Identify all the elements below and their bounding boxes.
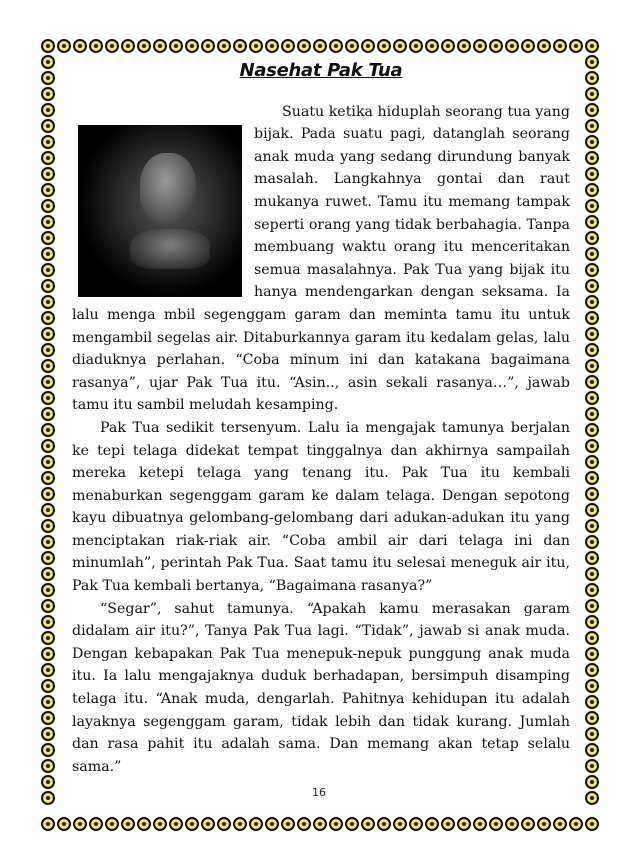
border-bead-icon: [169, 817, 183, 831]
border-bead-icon: [585, 423, 599, 437]
old-man-photo: [78, 125, 242, 297]
border-bead-icon: [377, 39, 391, 53]
border-bottom: [40, 816, 600, 832]
border-bead-icon: [585, 599, 599, 613]
border-bead-icon: [185, 817, 199, 831]
border-bead-icon: [585, 343, 599, 357]
border-bead-icon: [585, 199, 599, 213]
border-bead-icon: [489, 39, 503, 53]
border-bead-icon: [585, 135, 599, 149]
border-bead-icon: [41, 39, 55, 53]
border-bead-icon: [297, 817, 311, 831]
border-bead-icon: [569, 39, 583, 53]
border-bead-icon: [585, 247, 599, 261]
border-bead-icon: [41, 503, 55, 517]
border-bead-icon: [201, 817, 215, 831]
border-bead-icon: [585, 535, 599, 549]
border-bead-icon: [409, 817, 423, 831]
border-bead-icon: [585, 295, 599, 309]
border-bead-icon: [585, 759, 599, 773]
border-bead-icon: [585, 407, 599, 421]
page-number: 16: [312, 786, 326, 799]
border-bead-icon: [89, 39, 103, 53]
border-bead-icon: [505, 817, 519, 831]
border-bead-icon: [57, 817, 71, 831]
border-bead-icon: [281, 39, 295, 53]
border-bead-icon: [233, 39, 247, 53]
border-bead-icon: [425, 39, 439, 53]
border-bead-icon: [585, 583, 599, 597]
border-bead-icon: [585, 375, 599, 389]
border-bead-icon: [585, 263, 599, 277]
border-bead-icon: [457, 39, 471, 53]
border-bead-icon: [297, 39, 311, 53]
border-bead-icon: [41, 359, 55, 373]
border-bead-icon: [41, 119, 55, 133]
border-bead-icon: [41, 455, 55, 469]
border-bead-icon: [489, 817, 503, 831]
border-bead-icon: [89, 817, 103, 831]
border-bead-icon: [41, 391, 55, 405]
border-bead-icon: [201, 39, 215, 53]
border-bead-icon: [137, 39, 151, 53]
border-bead-icon: [361, 817, 375, 831]
border-bead-icon: [121, 39, 135, 53]
border-bead-icon: [585, 167, 599, 181]
border-bead-icon: [41, 199, 55, 213]
border-bead-icon: [41, 471, 55, 485]
border-bead-icon: [553, 817, 567, 831]
border-bead-icon: [41, 711, 55, 725]
border-bead-icon: [41, 151, 55, 165]
border-bead-icon: [41, 87, 55, 101]
border-bead-icon: [41, 135, 55, 149]
page-title: Nasehat Pak Tua: [239, 60, 403, 81]
border-bead-icon: [441, 817, 455, 831]
border-bead-icon: [585, 647, 599, 661]
border-bead-icon: [585, 551, 599, 565]
border-top: [40, 38, 600, 54]
border-bead-icon: [41, 679, 55, 693]
border-bead-icon: [41, 311, 55, 325]
border-bead-icon: [585, 711, 599, 725]
border-bead-icon: [585, 817, 599, 831]
border-bead-icon: [585, 519, 599, 533]
border-bead-icon: [41, 817, 55, 831]
border-bead-icon: [41, 183, 55, 197]
border-bead-icon: [521, 39, 535, 53]
border-bead-icon: [585, 183, 599, 197]
border-bead-icon: [57, 39, 71, 53]
border-bead-icon: [585, 455, 599, 469]
paragraph-1: Suatu ketika hiduplah seorang tua yang bijak. Pada suatu pagi, datanglah seorang anak muda yang sedang dirundung banyak masalah. Langkahnya gontai dan raut mukanya ruwet. Tamu itu memang tampak seperti orang yang tidak berbahagia. Tanpa membuang waktu orang itu menceritakan semua masalahnya. Pak Tua yang bijak itu hanya mendengarkan dengan seksama. Ia lalu menga mbil segenggam garam dan meminta tamu itu untuk mengambil segelas air. Ditaburkannya garam itu kedalam gelas, lalu diaduknya perlahan. “Coba minum ini dan katakana bagaimana rasanya”, ujar Pak Tua itu. “Asin.., asin sekali rasanya…”, jawab tamu itu sambil meludah kesamping.: [72, 103, 570, 414]
border-bead-icon: [585, 231, 599, 245]
border-bead-icon: [409, 39, 423, 53]
border-bead-icon: [153, 817, 167, 831]
paragraph-3: “Segar”, sahut tamunya. “Apakah kamu merasakan garam didalam air itu?”, Tanya Pak Tua lagi. “Tidak”, jawab si anak muda. Dengan kebapakan Pak Tua menepuk-nepuk punggung anak muda itu. Ia lalu mengajaknya duduk berhadapan, bersimpuh disamping telaga itu. “Anak muda, dengarlah. Pahitnya kehidupan itu adalah layaknya segenggam garam, tidak lebih dan tidak kurang. Jumlah dan rasa pahit itu adalah sama. Dan memang akan tetap selalu sama.”: [72, 600, 570, 775]
photo-face: [140, 153, 196, 223]
border-bead-icon: [585, 311, 599, 325]
border-bead-icon: [41, 519, 55, 533]
border-bead-icon: [585, 567, 599, 581]
border-bead-icon: [41, 327, 55, 341]
border-bead-icon: [521, 817, 535, 831]
border-bead-icon: [41, 423, 55, 437]
border-bead-icon: [41, 487, 55, 501]
border-bead-icon: [249, 817, 263, 831]
border-bead-icon: [41, 295, 55, 309]
border-bead-icon: [105, 817, 119, 831]
border-bead-icon: [41, 631, 55, 645]
border-bead-icon: [41, 343, 55, 357]
border-bead-icon: [585, 679, 599, 693]
border-bead-icon: [41, 599, 55, 613]
border-bead-icon: [585, 743, 599, 757]
border-bead-icon: [153, 39, 167, 53]
border-bead-icon: [585, 55, 599, 69]
border-bead-icon: [393, 39, 407, 53]
border-bead-icon: [41, 215, 55, 229]
border-bead-icon: [41, 55, 55, 69]
border-bead-icon: [41, 663, 55, 677]
border-bead-icon: [425, 817, 439, 831]
border-bead-icon: [361, 39, 375, 53]
border-bead-icon: [41, 647, 55, 661]
border-bead-icon: [41, 727, 55, 741]
border-bead-icon: [585, 503, 599, 517]
border-bead-icon: [41, 103, 55, 117]
photo-hands: [130, 229, 210, 269]
border-bead-icon: [41, 743, 55, 757]
border-bead-icon: [265, 39, 279, 53]
border-bead-icon: [137, 817, 151, 831]
border-bead-icon: [41, 375, 55, 389]
border-bead-icon: [41, 167, 55, 181]
border-bead-icon: [585, 87, 599, 101]
border-bead-icon: [281, 817, 295, 831]
border-bead-icon: [41, 535, 55, 549]
border-bead-icon: [585, 39, 599, 53]
border-bead-icon: [41, 695, 55, 709]
border-bead-icon: [41, 759, 55, 773]
border-bead-icon: [121, 817, 135, 831]
border-bead-icon: [41, 247, 55, 261]
border-bead-icon: [41, 567, 55, 581]
border-bead-icon: [569, 817, 583, 831]
border-left: [40, 54, 56, 806]
border-bead-icon: [345, 39, 359, 53]
border-bead-icon: [329, 817, 343, 831]
border-bead-icon: [393, 817, 407, 831]
border-bead-icon: [169, 39, 183, 53]
border-bead-icon: [457, 817, 471, 831]
border-bead-icon: [537, 39, 551, 53]
border-bead-icon: [585, 119, 599, 133]
border-bead-icon: [473, 39, 487, 53]
border-bead-icon: [585, 71, 599, 85]
border-bead-icon: [441, 39, 455, 53]
border-bead-icon: [41, 263, 55, 277]
border-bead-icon: [249, 39, 263, 53]
border-bead-icon: [585, 215, 599, 229]
border-bead-icon: [585, 151, 599, 165]
border-bead-icon: [505, 39, 519, 53]
border-bead-icon: [585, 663, 599, 677]
border-bead-icon: [585, 487, 599, 501]
border-bead-icon: [41, 279, 55, 293]
border-bead-icon: [41, 615, 55, 629]
border-bead-icon: [41, 583, 55, 597]
border-bead-icon: [553, 39, 567, 53]
border-bead-icon: [585, 327, 599, 341]
border-bead-icon: [585, 391, 599, 405]
border-bead-icon: [73, 39, 87, 53]
border-bead-icon: [329, 39, 343, 53]
page-content: [72, 60, 570, 778]
border-bead-icon: [217, 39, 231, 53]
border-bead-icon: [41, 439, 55, 453]
border-bead-icon: [585, 471, 599, 485]
border-bead-icon: [585, 279, 599, 293]
border-bead-icon: [585, 103, 599, 117]
border-bead-icon: [585, 615, 599, 629]
border-bead-icon: [185, 39, 199, 53]
border-bead-icon: [41, 231, 55, 245]
border-bead-icon: [377, 817, 391, 831]
border-bead-icon: [233, 817, 247, 831]
border-bead-icon: [585, 359, 599, 373]
border-bead-icon: [105, 39, 119, 53]
border-bead-icon: [265, 817, 279, 831]
paragraph-2: Pak Tua sedikit tersenyum. Lalu ia mengajak tamunya berjalan ke tepi telaga didekat tempat tinggalnya dan akhirnya sampailah mereka ketepi telaga yang tenang itu. Pak Tua itu kembali menaburkan segenggam garam ke dalam telaga. Dengan sepotong kayu dibuatnya gelombang-gelombang dari adukan-adukan itu yang menciptakan riak-riak air. “Coba ambil air dari telaga ini dan minumlah”, perintah Pak Tua. Saat tamu itu selesai meneguk air itu, Pak Tua kembali bertanya, “Bagaimana rasanya?”: [72, 419, 570, 595]
border-bead-icon: [585, 695, 599, 709]
border-bead-icon: [537, 817, 551, 831]
border-bead-icon: [585, 631, 599, 645]
border-bead-icon: [41, 551, 55, 565]
border-bead-icon: [313, 39, 327, 53]
border-bead-icon: [345, 817, 359, 831]
border-bead-icon: [41, 407, 55, 421]
border-bead-icon: [217, 817, 231, 831]
border-bead-icon: [73, 817, 87, 831]
border-bead-icon: [473, 817, 487, 831]
border-bead-icon: [585, 439, 599, 453]
border-right: [584, 54, 600, 806]
border-bead-icon: [585, 727, 599, 741]
border-bead-icon: [41, 71, 55, 85]
border-bead-icon: [313, 817, 327, 831]
